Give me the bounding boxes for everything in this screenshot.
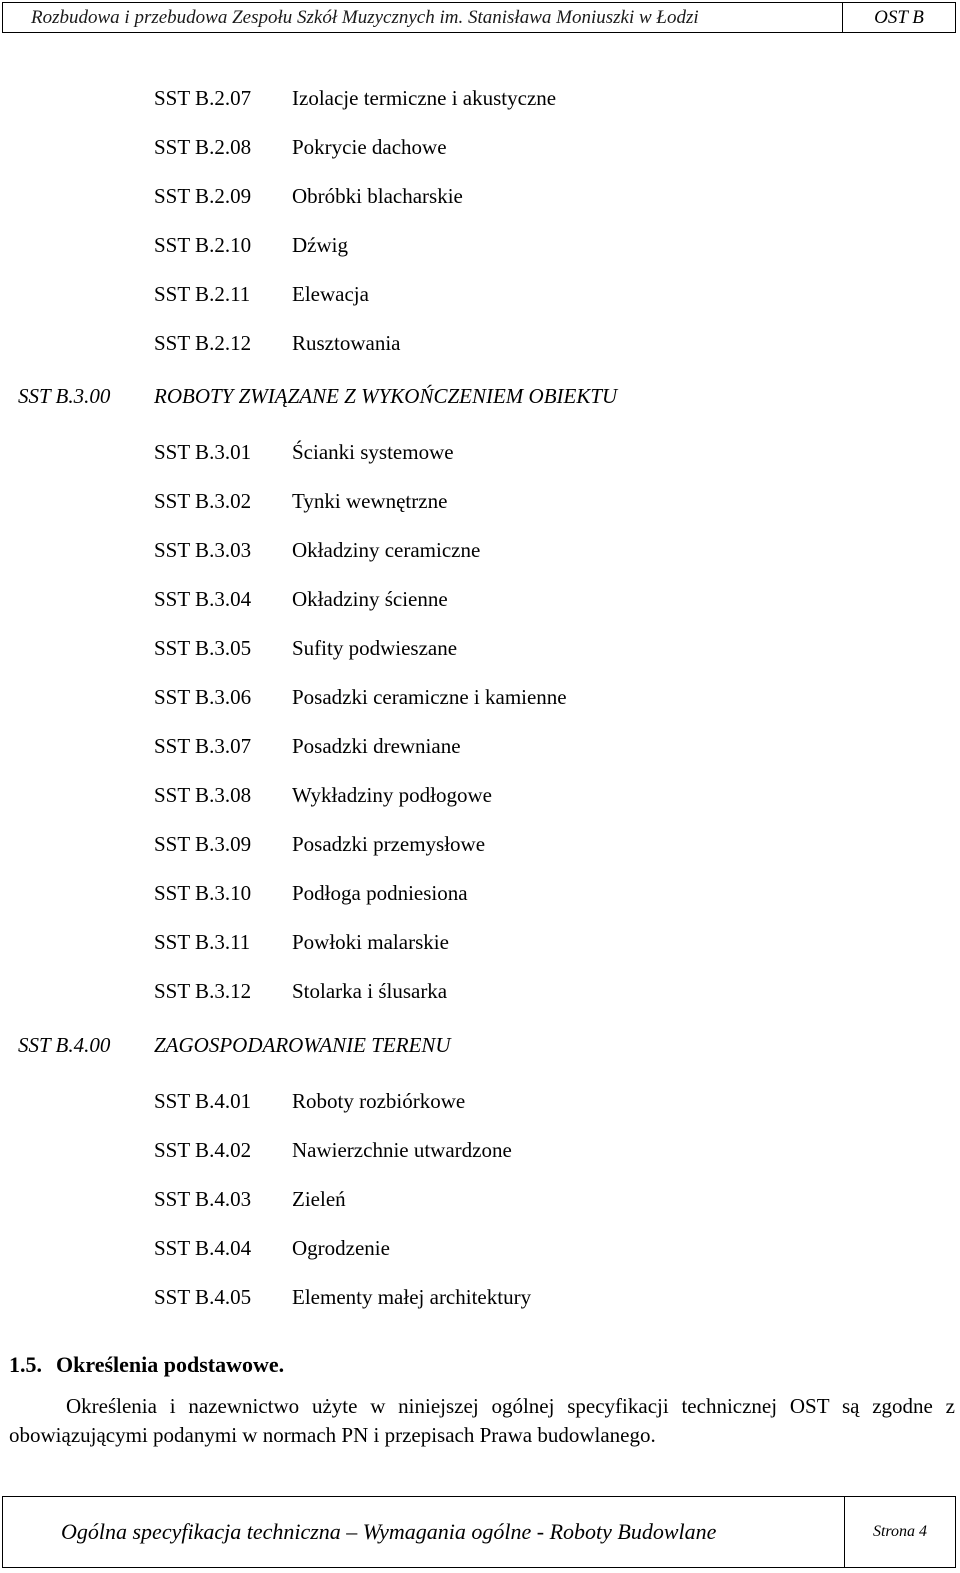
section-heading-b3 bbox=[18, 384, 758, 414]
item-name: Podłoga podniesiona bbox=[292, 880, 468, 905]
definitions-heading bbox=[9, 1352, 284, 1378]
item-code: SST B.4.02 bbox=[154, 1137, 252, 1162]
item-name: Powłoki malarskie bbox=[292, 929, 449, 954]
definitions-paragraph: Określenia i nazewnictwo użyte w niniejszej ogólnej specyfikacji technicznej OST są zgodne z obowiązującymi podanymi w normach PN i przepisach Prawa budowlanego. bbox=[9, 1394, 955, 1447]
item-name: Elementy małej architektury bbox=[292, 1284, 532, 1309]
item-code: SST B.3.07 bbox=[154, 733, 252, 758]
item-code: SST B.3.05 bbox=[154, 635, 252, 660]
section-heading-b4 bbox=[18, 1033, 558, 1063]
item-name: Ogrodzenie bbox=[292, 1235, 390, 1260]
item-name: Stolarka i ślusarka bbox=[292, 978, 448, 1003]
item-code: SST B.3.08 bbox=[154, 782, 252, 807]
item-code: SST B.2.09 bbox=[154, 183, 252, 208]
item-code: SST B.4.05 bbox=[154, 1284, 252, 1309]
item-code: SST B.3.09 bbox=[154, 831, 252, 856]
item-code: SST B.3.11 bbox=[154, 929, 251, 954]
item-code: SST B.2.10 bbox=[154, 232, 252, 257]
item-name: Posadzki ceramiczne i kamienne bbox=[292, 684, 567, 709]
heading-number: 1.5. bbox=[9, 1352, 42, 1377]
item-name: Posadzki drewniane bbox=[292, 733, 461, 758]
item-name: Rusztowania bbox=[292, 330, 401, 355]
section-title: ZAGOSPODAROWANIE TERENU bbox=[154, 1033, 451, 1057]
item-name: Elewacja bbox=[292, 281, 369, 306]
item-code: SST B.2.07 bbox=[154, 85, 252, 110]
item-name: Wykładziny podłogowe bbox=[292, 782, 492, 807]
item-name: Tynki wewnętrzne bbox=[292, 488, 448, 513]
item-code: SST B.3.03 bbox=[154, 537, 252, 562]
item-name: Okładziny ścienne bbox=[292, 586, 448, 611]
section-code: SST B.4.00 bbox=[18, 1033, 111, 1057]
item-name: Sufity podwieszane bbox=[292, 635, 458, 660]
item-code: SST B.4.01 bbox=[154, 1088, 252, 1113]
section-code: SST B.3.00 bbox=[18, 384, 111, 408]
item-code: SST B.3.04 bbox=[154, 586, 252, 611]
item-name: Obróbki blacharskie bbox=[292, 183, 463, 208]
page-number: Strona 4 bbox=[844, 1497, 955, 1567]
item-code: SST B.4.04 bbox=[154, 1235, 252, 1260]
heading-text: Określenia podstawowe. bbox=[56, 1352, 285, 1377]
item-name: Izolacje termiczne i akustyczne bbox=[292, 85, 557, 110]
item-code: SST B.2.08 bbox=[154, 134, 252, 159]
item-code: SST B.3.02 bbox=[154, 488, 252, 513]
header-title: Rozbudowa i przebudowa Zespołu Szkół Muzycznych im. Stanisława Moniuszki w Łodzi bbox=[31, 6, 699, 28]
item-name: Okładziny ceramiczne bbox=[292, 537, 481, 562]
item-name: Zieleń bbox=[292, 1186, 346, 1211]
page-header bbox=[2, 2, 956, 33]
item-code: SST B.3.12 bbox=[154, 978, 252, 1003]
item-name: Dźwig bbox=[292, 232, 348, 257]
header-code: OST B bbox=[842, 3, 955, 32]
item-name: Pokrycie dachowe bbox=[292, 134, 447, 159]
item-code: SST B.2.11 bbox=[154, 281, 251, 306]
item-name: Nawierzchnie utwardzone bbox=[292, 1137, 512, 1162]
item-code: SST B.3.01 bbox=[154, 439, 252, 464]
item-name: Posadzki przemysłowe bbox=[292, 831, 486, 856]
item-code: SST B.2.12 bbox=[154, 330, 252, 355]
section-title: ROBOTY ZWIĄZANE Z WYKOŃCZENIEM OBIEKTU bbox=[154, 384, 618, 408]
item-code: SST B.3.10 bbox=[154, 880, 252, 905]
footer-title: Ogólna specyfikacja techniczna – Wymagania ogólne - Roboty Budowlane bbox=[61, 1519, 717, 1544]
item-name: Ścianki systemowe bbox=[292, 439, 454, 464]
item-name: Roboty rozbiórkowe bbox=[292, 1088, 466, 1113]
item-code: SST B.3.06 bbox=[154, 684, 252, 709]
item-code: SST B.4.03 bbox=[154, 1186, 252, 1211]
page-footer bbox=[2, 1496, 956, 1568]
